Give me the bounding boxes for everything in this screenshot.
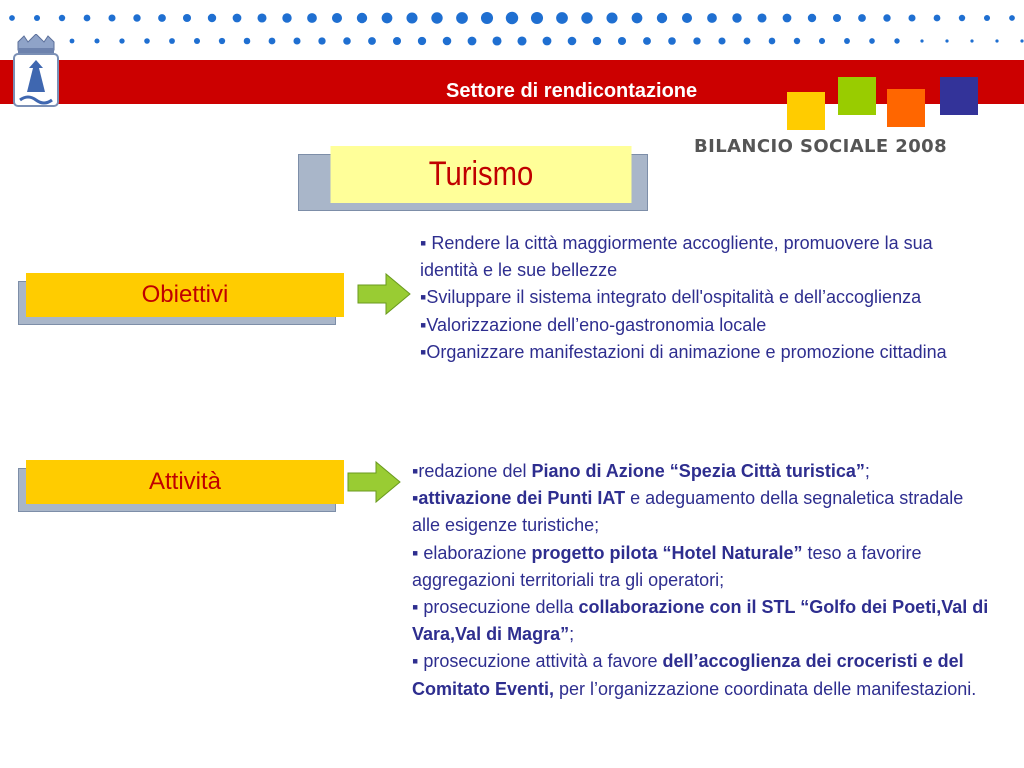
- header-dot: [269, 38, 276, 45]
- header-dot: [368, 37, 376, 45]
- header-dot: [183, 14, 191, 22]
- obiettivi-label: Obiettivi: [26, 273, 344, 317]
- bold-text: collaborazione con il STL “Golfo dei Poeti,Val di Vara,Val di Magra”: [412, 597, 989, 645]
- header-dot: [920, 39, 923, 42]
- header-dot: [382, 13, 393, 24]
- header-dot: [693, 37, 700, 44]
- header-dot: [468, 37, 477, 46]
- header-dot: [668, 37, 676, 45]
- text: ▪ Rendere la città maggiormente accogliente, promuovere la sua identità e le sue bellezze: [420, 233, 933, 281]
- header-dot: [406, 12, 417, 23]
- header-dot: [995, 39, 998, 42]
- header-dot: [643, 37, 651, 45]
- list-item: [412, 485, 992, 539]
- header-dot: [158, 14, 166, 22]
- header-title: Settore di rendicontazione: [446, 80, 698, 102]
- header-dot: [108, 14, 115, 21]
- header-dot: [858, 14, 866, 22]
- header-dot: [9, 15, 15, 21]
- list-item: [412, 648, 992, 702]
- list-item: [420, 284, 950, 311]
- header-dot: [233, 14, 242, 23]
- header-dot: [257, 13, 266, 22]
- header-dot: [844, 38, 850, 44]
- green-square: [838, 77, 876, 115]
- header-dot: [869, 38, 875, 44]
- header-dot: [119, 38, 124, 43]
- text: e adeguamento della segnaletica stradale alle esigenze turistiche;: [412, 488, 964, 536]
- obiettivi-list: [420, 230, 950, 366]
- navy-square: [940, 77, 978, 115]
- yellow-square: [787, 92, 825, 130]
- attivita-label: Attività: [26, 460, 344, 504]
- header-dot: [1020, 39, 1023, 42]
- header-dot: [769, 38, 776, 45]
- attivita-arrow-icon: [346, 460, 402, 504]
- header-dot: [757, 13, 766, 22]
- header-dot: [657, 13, 667, 23]
- header-dot: [543, 37, 552, 46]
- list-item: [420, 230, 950, 284]
- header-dot: [556, 12, 568, 24]
- header-dot: [794, 38, 800, 44]
- header-dot: [34, 15, 40, 21]
- header-dot: [531, 12, 543, 24]
- text: ▪ elaborazione: [412, 542, 532, 563]
- header-dot: [59, 15, 65, 21]
- header-dot: [219, 38, 225, 44]
- header-dot: [581, 12, 592, 23]
- header-dot: [94, 38, 99, 43]
- bold-text: progetto pilota “Hotel Naturale”: [531, 542, 803, 563]
- header-dot: [431, 12, 442, 23]
- header-dot: [481, 12, 493, 24]
- header-dot: [133, 14, 140, 21]
- text: ▪Organizzare manifestazioni di animazione e promozione cittadina: [420, 341, 947, 362]
- header-dot: [443, 37, 452, 46]
- text: ▪ prosecuzione attività a favore: [412, 651, 663, 672]
- header-dot: [332, 13, 342, 23]
- attivita-list: [412, 458, 992, 703]
- brand-label: BILANCIO SOCIALE 2008: [694, 136, 947, 157]
- header-dot: [984, 15, 990, 21]
- header-dot: [934, 15, 941, 22]
- header-dot: [194, 38, 200, 44]
- header-dot: [84, 15, 91, 22]
- header-dot: [343, 37, 351, 45]
- header-dot: [418, 37, 426, 45]
- header-dot: [707, 13, 717, 23]
- text: ;: [569, 624, 575, 645]
- text: ;: [864, 461, 870, 481]
- slide-title: Turismo: [331, 146, 632, 203]
- header-dot: [244, 38, 251, 45]
- header-dot: [718, 37, 725, 44]
- text: ▪: [412, 488, 419, 509]
- header-dot: [632, 13, 643, 24]
- list-item: [420, 312, 950, 339]
- header-dot: [144, 38, 150, 44]
- text: ▪ prosecuzione della: [412, 597, 579, 618]
- text: teso a favorire aggregazioni territoriali tra gli operatori;: [412, 542, 922, 590]
- header-dot: [307, 13, 317, 23]
- header-dot: [618, 37, 626, 45]
- header-dot: [208, 14, 216, 22]
- header-dot: [959, 15, 965, 21]
- list-item: [412, 594, 992, 648]
- header-dot: [732, 13, 741, 22]
- header-dot: [1009, 15, 1015, 21]
- header-dot: [970, 39, 973, 42]
- header-dot: [908, 14, 915, 21]
- text: per l’organizzazione coordinata delle manifestazioni.: [554, 678, 977, 699]
- list-item: [412, 458, 992, 485]
- bold-text: Piano di Azione “Spezia Città turistica”: [531, 461, 865, 481]
- list-item: [420, 339, 950, 366]
- dotted-header-pattern: [0, 0, 1024, 56]
- header-dot: [456, 12, 468, 24]
- header-dot: [593, 37, 601, 45]
- header-dot: [293, 37, 300, 44]
- text: ▪redazione del: [412, 461, 532, 481]
- city-crest-icon: [8, 34, 64, 112]
- header-dot: [808, 14, 816, 22]
- header-dot: [506, 12, 518, 24]
- header-dot: [833, 14, 841, 22]
- header-dot: [517, 36, 526, 45]
- header-dot: [606, 12, 617, 23]
- obiettivi-box: [26, 273, 344, 317]
- header-dot: [568, 37, 577, 46]
- list-item: [412, 540, 992, 594]
- header-dot: [783, 14, 792, 23]
- header-dot: [894, 38, 899, 43]
- header-dot: [169, 38, 175, 44]
- orange-square: [887, 89, 925, 127]
- header-dot: [492, 36, 501, 45]
- header-dot: [819, 38, 825, 44]
- slide-title-box: [306, 146, 656, 203]
- header-dot: [945, 39, 948, 42]
- text: ▪Sviluppare il sistema integrato dell'ospitalità e dell’accoglienza: [420, 287, 922, 308]
- header-dot: [70, 39, 75, 44]
- header-dot: [393, 37, 401, 45]
- header-dot: [883, 14, 890, 21]
- bold-text: attivazione dei Punti IAT: [418, 488, 626, 509]
- text: ▪Valorizzazione dell’eno-gastronomia locale: [420, 314, 767, 335]
- header-dot: [318, 37, 325, 44]
- header-dot: [357, 13, 367, 23]
- attivita-box: [26, 460, 344, 504]
- bold-text: dell’accoglienza dei croceristi e del Comitato Eventi,: [412, 651, 964, 699]
- header-dot: [282, 13, 291, 22]
- obiettivi-arrow-icon: [356, 272, 412, 316]
- header-dot: [744, 38, 751, 45]
- header-dot: [682, 13, 692, 23]
